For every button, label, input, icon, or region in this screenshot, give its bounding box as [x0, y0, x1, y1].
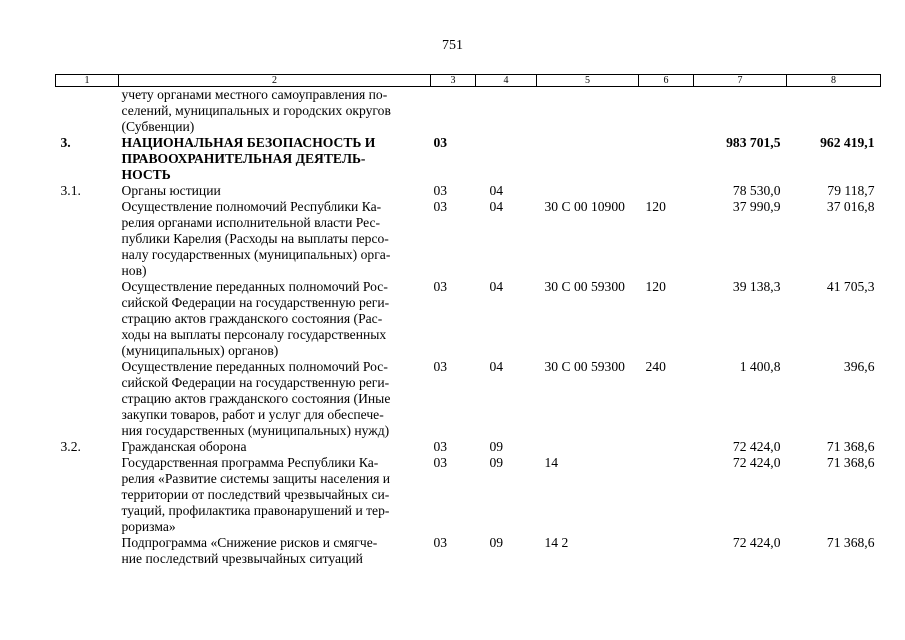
target-article-code — [537, 183, 639, 199]
row-name: Гражданская оборона — [121, 439, 247, 454]
amount-year-2: 71 368,6 — [826, 455, 875, 470]
target-article-code: 30 С 00 10900 — [544, 199, 625, 214]
amount-year-1: 72 424,0 — [732, 535, 781, 550]
subsection-code — [476, 87, 537, 136]
section-code: 03 — [433, 535, 448, 550]
row-number — [56, 535, 119, 567]
row-number — [56, 455, 119, 535]
section-code: 03 — [433, 279, 448, 294]
table-row — [56, 87, 881, 136]
amount-year-1 — [694, 87, 787, 136]
table-row — [56, 359, 881, 439]
expense-type-code: 240 — [645, 359, 666, 374]
section-code: 03 — [433, 359, 448, 374]
target-article-code — [537, 87, 639, 136]
row-name: Подпрограмма «Снижение рисков и смягче- ние последствий чрезвычайных ситуаций — [121, 535, 378, 566]
row-number: 3. — [60, 135, 71, 150]
amount-year-1: 983 701,5 — [726, 135, 781, 150]
table-row — [56, 279, 881, 359]
table-row — [56, 455, 881, 535]
row-name: Осуществление полномочий Республики Ка- релия органами исполнительной власти Рес- публики Карелия (Расходы на выплаты персо- налу государственных (муниципальных) орга- нов) — [121, 199, 391, 278]
expense-type-code — [639, 535, 694, 567]
table-row — [56, 439, 881, 455]
row-number — [56, 279, 119, 359]
amount-year-2: 962 419,1 — [820, 135, 875, 150]
column-number: 2 — [119, 75, 431, 87]
amount-year-1: 72 424,0 — [732, 455, 781, 470]
row-number: 3.2. — [60, 439, 81, 454]
amount-year-1: 37 990,9 — [732, 199, 781, 214]
subsection-code: 09 — [489, 439, 504, 454]
subsection-code: 09 — [489, 535, 504, 550]
row-number — [56, 87, 119, 136]
amount-year-2: 396,6 — [843, 359, 875, 374]
row-name: НАЦИОНАЛЬНАЯ БЕЗОПАСНОСТЬ И ПРАВООХРАНИТЕЛЬНАЯ ДЕЯТЕЛЬ- НОСТЬ — [121, 135, 376, 182]
subsection-code: 04 — [489, 279, 504, 294]
column-number: 5 — [537, 75, 639, 87]
target-article-code — [537, 439, 639, 455]
column-number: 3 — [431, 75, 476, 87]
amount-year-2: 79 118,7 — [827, 183, 875, 198]
expense-type-code — [639, 87, 694, 136]
target-article-code — [537, 135, 639, 183]
page-number: 751 — [442, 38, 463, 53]
expense-type-code — [639, 183, 694, 199]
section-code: 03 — [433, 183, 448, 198]
target-article-code: 14 2 — [544, 535, 569, 550]
target-article-code: 30 С 00 59300 — [544, 279, 625, 294]
target-article-code: 30 С 00 59300 — [544, 359, 625, 374]
amount-year-1: 72 424,0 — [732, 439, 781, 454]
section-code: 03 — [433, 199, 448, 214]
row-number — [56, 199, 119, 279]
table-row — [56, 135, 881, 183]
row-name: Государственная программа Республики Ка- релия «Развитие системы защиты населения и территории от последствий чрезвычайных си- туаций, профилактика правонарушений и тер- роризма» — [121, 455, 391, 534]
column-number: 6 — [639, 75, 694, 87]
expense-type-code — [639, 455, 694, 535]
expense-type-code: 120 — [645, 199, 666, 214]
subsection-code: 04 — [489, 359, 504, 374]
amount-year-2: 71 368,6 — [826, 439, 875, 454]
amount-year-1: 78 530,0 — [732, 183, 781, 198]
row-name: Осуществление переданных полномочий Рос- сийской Федерации на государственную реги- страцию актов гражданского состояния (Иные закупки товаров, работ и услуг для обеспече- ния государственных (муниципальных) нужд) — [121, 359, 391, 438]
section-code: 03 — [433, 135, 448, 150]
amount-year-1: 1 400,8 — [739, 359, 781, 374]
subsection-code: 04 — [489, 183, 504, 198]
budget-table — [55, 74, 881, 567]
row-name: учету органами местного самоуправления по- селений, муниципальных и городских округов (Субвенции) — [121, 87, 391, 134]
expense-type-code: 120 — [645, 279, 666, 294]
table-row — [56, 199, 881, 279]
expense-type-code — [639, 439, 694, 455]
row-name: Органы юстиции — [121, 183, 221, 198]
column-number: 7 — [694, 75, 787, 87]
table-row — [56, 535, 881, 567]
column-number-row — [56, 75, 881, 87]
amount-year-2 — [787, 87, 881, 136]
subsection-code: 04 — [489, 199, 504, 214]
section-code: 03 — [433, 455, 448, 470]
row-number — [56, 359, 119, 439]
section-code: 03 — [433, 439, 448, 454]
section-code — [431, 87, 476, 136]
amount-year-1: 39 138,3 — [732, 279, 781, 294]
table-row — [56, 183, 881, 199]
column-number: 1 — [56, 75, 119, 87]
column-number: 4 — [476, 75, 537, 87]
amount-year-2: 37 016,8 — [826, 199, 875, 214]
target-article-code: 14 — [544, 455, 559, 470]
subsection-code — [476, 135, 537, 183]
expense-type-code — [639, 135, 694, 183]
subsection-code: 09 — [489, 455, 504, 470]
column-number: 8 — [787, 75, 881, 87]
row-number: 3.1. — [60, 183, 81, 198]
amount-year-2: 41 705,3 — [826, 279, 875, 294]
amount-year-2: 71 368,6 — [826, 535, 875, 550]
row-name: Осуществление переданных полномочий Рос- сийской Федерации на государственную реги- страцию актов гражданского состояния (Рас- ходы на выплаты персоналу государственных (муниципальных) органов) — [121, 279, 390, 358]
